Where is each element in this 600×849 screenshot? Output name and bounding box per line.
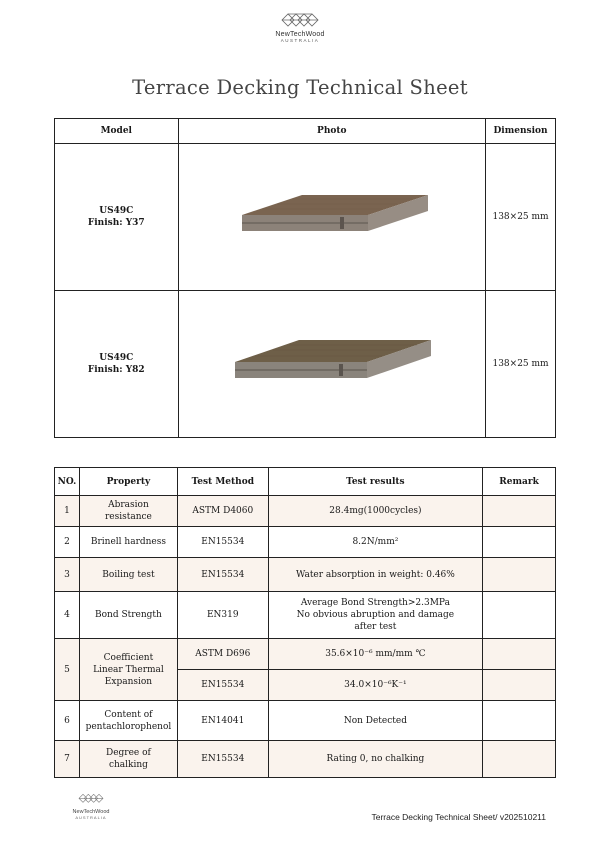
table-row xyxy=(55,741,556,778)
test-method: EN15534 xyxy=(177,558,268,592)
header-no: NO. xyxy=(55,468,80,496)
property-line: Expansion xyxy=(104,676,153,687)
property-line: resistance xyxy=(104,512,152,522)
header-test-method: Test Method xyxy=(177,468,268,496)
table-row xyxy=(55,639,556,670)
remark xyxy=(483,496,556,527)
property-line: pentachlorophenol xyxy=(85,721,172,732)
property-name xyxy=(79,741,177,778)
row-number: 6 xyxy=(55,701,80,741)
page-title: Terrace Decking Technical Sheet xyxy=(132,76,468,99)
test-method: EN14041 xyxy=(177,701,268,741)
property-line: Abrasion xyxy=(108,500,149,510)
newtechwood-logo-icon xyxy=(74,793,108,805)
test-result: Non Detected xyxy=(268,701,482,741)
test-method: EN319 xyxy=(177,592,268,639)
model-code: US49C xyxy=(99,353,134,363)
property-name: Bond Strength xyxy=(79,592,177,639)
row-number: 4 xyxy=(55,592,80,639)
property-line: chalking xyxy=(108,760,148,770)
product-table xyxy=(54,118,556,438)
test-result: 8.2N/mm² xyxy=(268,527,482,558)
properties-table xyxy=(54,467,556,778)
footer-logo xyxy=(66,790,116,820)
remark xyxy=(483,592,556,639)
test-method: EN15534 xyxy=(177,670,268,701)
header-model: Model xyxy=(55,119,179,144)
row-number: 7 xyxy=(55,741,80,778)
brand-sub: AUSTRALIA xyxy=(280,38,320,43)
property-line: Content of xyxy=(104,709,153,720)
property-name xyxy=(79,496,177,527)
test-method: ASTM D4060 xyxy=(177,496,268,527)
property-line: Coefficient xyxy=(103,652,154,663)
row-number: 2 xyxy=(55,527,80,558)
remark xyxy=(483,741,556,778)
test-result: 34.0×10⁻⁶K⁻¹ xyxy=(268,670,482,701)
brand-name: NewTechWood xyxy=(275,31,325,38)
newtechwood-logo-icon xyxy=(278,12,322,30)
result-line: No obvious abruption and damage xyxy=(296,610,455,620)
remark xyxy=(483,701,556,741)
test-result: Water absorption in weight: 0.46% xyxy=(268,558,482,592)
dimension-cell: 138×25 mm xyxy=(486,291,556,438)
row-number: 5 xyxy=(55,639,80,701)
photo-cell xyxy=(178,144,486,291)
property-line: Degree of xyxy=(106,748,151,758)
model-cell xyxy=(55,291,179,438)
properties-table-header xyxy=(55,468,556,496)
model-code: US49C xyxy=(99,206,134,216)
table-row xyxy=(55,592,556,639)
row-number: 3 xyxy=(55,558,80,592)
table-row xyxy=(55,144,556,291)
remark xyxy=(483,639,556,670)
header-property: Property xyxy=(79,468,177,496)
model-cell xyxy=(55,144,179,291)
remark xyxy=(483,527,556,558)
property-line: Linear Thermal xyxy=(93,664,164,675)
photo-cell xyxy=(178,291,486,438)
footer-doc-ref: Terrace Decking Technical Sheet/ v202510211 xyxy=(371,812,546,822)
test-result: 35.6×10⁻⁶ mm/mm ℃ xyxy=(268,639,482,670)
table-row xyxy=(55,291,556,438)
remark xyxy=(483,670,556,701)
result-line: Average Bond Strength>2.3MPa xyxy=(300,598,450,608)
test-method: EN15534 xyxy=(177,527,268,558)
property-name: Boiling test xyxy=(79,558,177,592)
header-photo: Photo xyxy=(178,119,486,144)
header-dimension: Dimension xyxy=(486,119,556,144)
header-remark: Remark xyxy=(483,468,556,496)
property-name xyxy=(79,701,177,741)
test-result: 28.4mg(1000cycles) xyxy=(268,496,482,527)
test-method: EN15534 xyxy=(177,741,268,778)
test-method: ASTM D696 xyxy=(177,639,268,670)
footer-brand-sub: AUSTRALIA xyxy=(75,815,107,820)
table-row xyxy=(55,496,556,527)
header-logo xyxy=(0,12,600,43)
test-result xyxy=(268,592,482,639)
dimension-cell: 138×25 mm xyxy=(486,144,556,291)
test-result: Rating 0, no chalking xyxy=(268,741,482,778)
footer-brand: NewTechWood xyxy=(72,809,110,815)
model-finish: Finish: Y82 xyxy=(87,365,145,375)
property-name xyxy=(79,639,177,701)
decking-board-y82-image xyxy=(227,336,437,390)
header-test-results: Test results xyxy=(268,468,482,496)
table-row xyxy=(55,701,556,741)
remark xyxy=(483,558,556,592)
product-table-header xyxy=(55,119,556,144)
row-number: 1 xyxy=(55,496,80,527)
property-name: Brinell hardness xyxy=(79,527,177,558)
result-line: after test xyxy=(354,622,397,632)
model-finish: Finish: Y37 xyxy=(87,218,145,228)
decking-board-y37-image xyxy=(232,191,432,241)
table-row xyxy=(55,527,556,558)
table-row xyxy=(55,558,556,592)
